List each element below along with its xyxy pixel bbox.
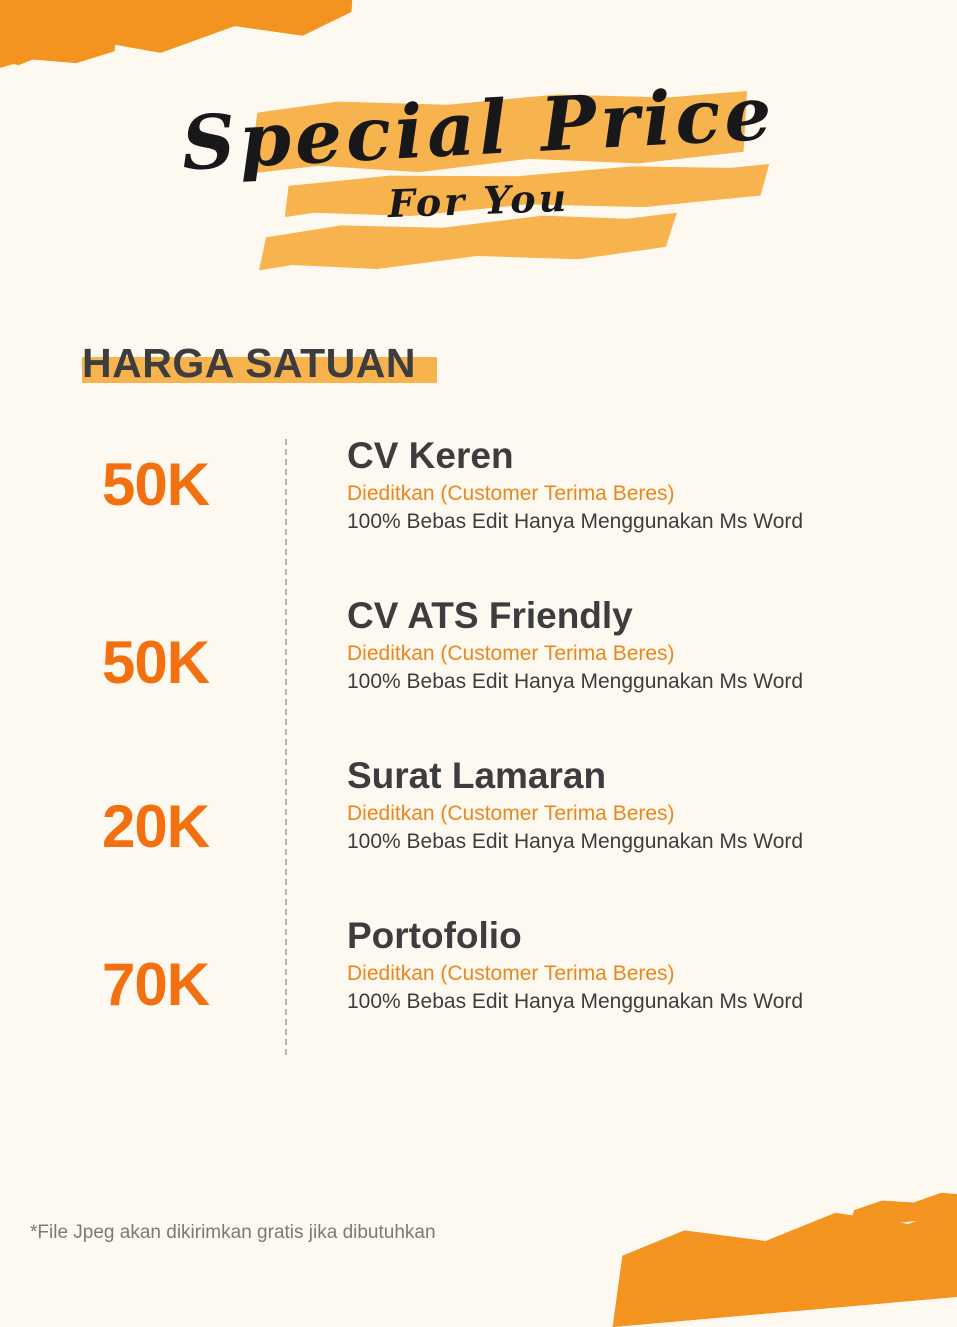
item-note: Dieditkan (Customer Terima Beres)	[347, 961, 675, 985]
section-heading	[82, 340, 416, 387]
item-description: 100% Bebas Edit Hanya Menggunakan Ms Word	[347, 829, 804, 853]
item-price: 50K	[102, 451, 210, 518]
item-note: Dieditkan (Customer Terima Beres)	[347, 481, 675, 505]
item-title: Portofolio	[347, 915, 522, 956]
list-item	[86, 753, 957, 913]
price-list-divider	[285, 439, 287, 1055]
list-item	[86, 913, 957, 1073]
item-description: 100% Bebas Edit Hanya Menggunakan Ms Word	[347, 669, 804, 693]
item-info	[302, 433, 803, 534]
price-list	[0, 433, 957, 1073]
item-title: Surat Lamaran	[347, 755, 607, 796]
item-title: CV Keren	[347, 435, 514, 476]
item-price: 50K	[102, 629, 210, 696]
item-info	[302, 753, 803, 854]
page-title: Special Price	[179, 70, 778, 188]
list-item	[86, 593, 957, 753]
page-subtitle: For You	[387, 174, 570, 227]
list-item	[86, 433, 957, 593]
item-note: Dieditkan (Customer Terima Beres)	[347, 641, 675, 665]
section-heading-label: HARGA SATUAN	[82, 340, 416, 386]
item-title: CV ATS Friendly	[347, 595, 633, 636]
item-price: 20K	[102, 793, 210, 860]
item-note: Dieditkan (Customer Terima Beres)	[347, 801, 675, 825]
item-description: 100% Bebas Edit Hanya Menggunakan Ms Word	[347, 509, 804, 533]
item-description: 100% Bebas Edit Hanya Menggunakan Ms Word	[347, 989, 804, 1013]
item-info	[302, 593, 803, 694]
item-price: 70K	[102, 951, 210, 1018]
item-info	[302, 913, 803, 1014]
footnote: *File Jpeg akan dikirimkan gratis jika dibutuhkan	[30, 1222, 436, 1243]
header-banner	[0, 0, 957, 300]
